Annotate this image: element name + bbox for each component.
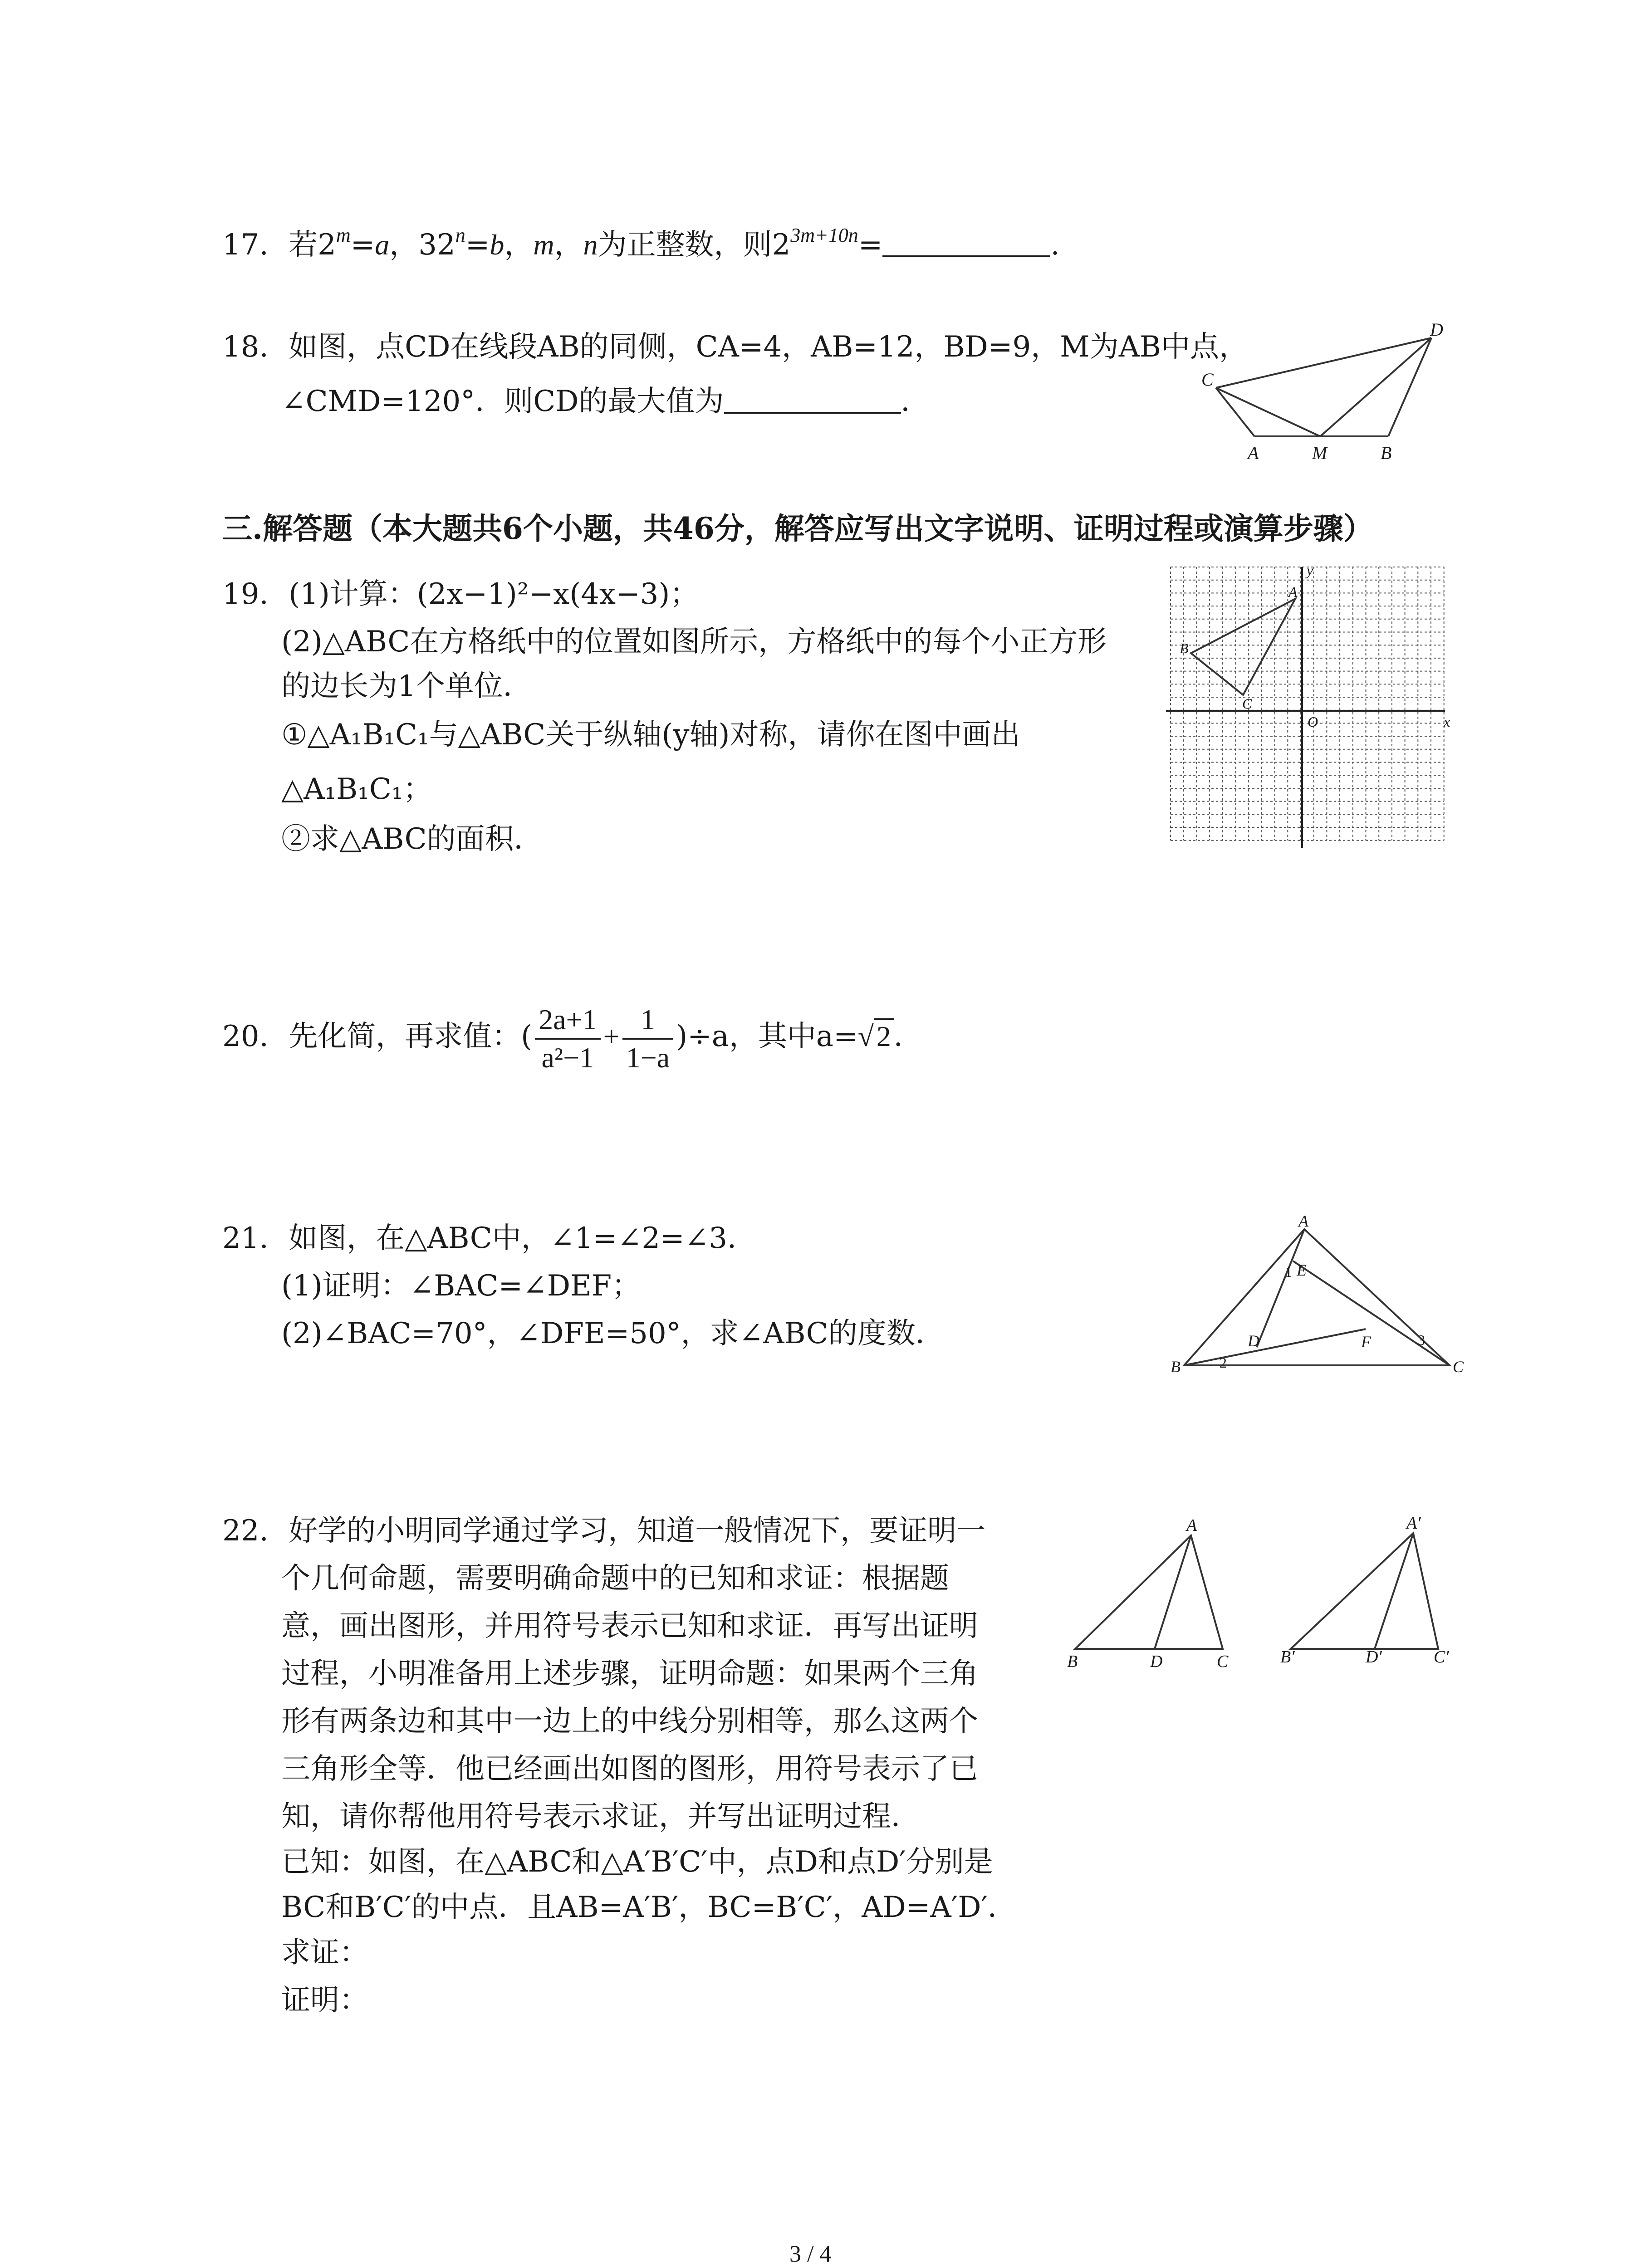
q22-line-9: BC和B′C′的中点．且AB=A′B′，BC=B′C′，AD=A′D′． — [281, 1891, 1017, 1924]
q22-line-4: 过程，小明准备用上述步骤，证明命题：如果两个三角 — [281, 1657, 978, 1691]
q17-sup-m: m — [336, 224, 351, 246]
q22-label-C-prime: C′ — [1434, 1647, 1449, 1667]
triangle-A2B2C2 — [1291, 1533, 1438, 1649]
q22-line-11: 证明： — [281, 1984, 368, 2017]
origin-label: O — [1308, 714, 1318, 730]
q22-line-3: 意，画出图形，并用符号表示已知和求证．再写出证明 — [281, 1609, 978, 1643]
q21-line-2: (1)证明：∠BAC=∠DEF； — [281, 1269, 641, 1303]
q17-var-a: a — [375, 229, 390, 261]
q20-sqrt-value: 2 — [874, 1018, 894, 1052]
section-3-title: 三.解答题（本大题共6个小题，共46分，解答应写出文字说明、证明过程或演算步骤） — [222, 511, 1373, 546]
q18-line-2 — [281, 381, 930, 422]
q17-sup-n: n — [455, 224, 465, 246]
q20-frac2-num: 1 — [622, 1002, 674, 1040]
q19-text-1: (1)计算：(2x−1)²−x(4x−3)； — [289, 577, 699, 611]
q19-line-2: (2)△ABC在方格纸中的位置如图所示，方格纸中的每个小正方形 — [281, 625, 1107, 659]
q19-line-3: 的边长为1个单位． — [281, 670, 532, 703]
q17-number: 17. — [222, 228, 269, 262]
q22-label-B-prime: B′ — [1280, 1647, 1295, 1667]
q22-line-10: 求证： — [281, 1936, 368, 1970]
q19-number: 19. — [222, 577, 269, 611]
q21-number: 21. — [222, 1222, 269, 1255]
q21-label-F: F — [1361, 1333, 1371, 1351]
q20-end: ． — [893, 1020, 923, 1053]
q19-label-A: A — [1288, 584, 1298, 600]
q20-frac1-num: 2a+1 — [535, 1002, 601, 1040]
q18-line-1 — [222, 327, 1248, 367]
q17-text-6: ， — [554, 228, 583, 262]
grid-lines — [1171, 567, 1444, 841]
seg-EC — [1293, 1261, 1450, 1365]
q17-text-3: ，32 — [389, 228, 456, 262]
q22-line-6: 三角形全等．他已经画出如图的图形，用符号表示了已 — [281, 1752, 978, 1786]
q19-line-4: ①△A₁B₁C₁与△ABC关于纵轴(y轴)对称，请你在图中画出 — [281, 718, 1020, 752]
q22-line-2: 个几何命题，需要明确命题中的已知和求证：根据题 — [281, 1562, 949, 1595]
q20-plus: + — [603, 1020, 620, 1052]
q22-label-D-prime: D′ — [1366, 1647, 1382, 1667]
q22-number: 22. — [222, 1514, 269, 1548]
seg-AD — [1257, 1229, 1304, 1347]
q19-grid-figure — [1166, 562, 1456, 853]
q22-label-A-prime: A′ — [1406, 1514, 1421, 1533]
q18-label-D: D — [1430, 319, 1443, 340]
q17-text-8: = — [858, 228, 883, 262]
q18-seg-BD — [1388, 338, 1431, 436]
q22-line-8: 已知：如图，在△ABC和△A′B′C′中，点D和点D′分别是 — [281, 1845, 993, 1879]
q22-label-A: A — [1186, 1516, 1197, 1535]
page-number: 3 / 4 — [789, 2241, 832, 2267]
q18-label-M: M — [1312, 443, 1327, 463]
q17-text-2: = — [350, 228, 375, 262]
q20-text-1: 先化简，再求值：( — [289, 1020, 533, 1053]
q18-answer-blank[interactable] — [724, 412, 901, 414]
q18-figure — [1198, 318, 1452, 463]
q21-label-D: D — [1248, 1332, 1259, 1350]
q17-end: . — [1050, 228, 1060, 262]
q18-label-C: C — [1201, 369, 1214, 390]
q18-seg-CD — [1216, 338, 1431, 388]
q18-seg-MD — [1320, 338, 1431, 436]
q22-figure — [1057, 1510, 1465, 1678]
y-axis-label: y — [1307, 562, 1313, 578]
q20-fraction-2 — [622, 1002, 674, 1076]
q19-line-5: △A₁B₁C₁； — [281, 772, 432, 806]
q18-label-B: B — [1381, 443, 1392, 463]
q22-label-B: B — [1067, 1652, 1078, 1671]
q18-label-A: A — [1248, 443, 1259, 463]
q21-label-C: C — [1453, 1358, 1464, 1376]
q22-line-5: 形有两条边和其中一边上的中线分别相等，那么这两个 — [281, 1705, 978, 1738]
q17-var-b: b — [490, 229, 505, 261]
q17-var-m: m — [533, 229, 554, 261]
q18-end: ． — [901, 385, 930, 418]
q20-line — [222, 998, 923, 1076]
q21-line-3: (2)∠BAC=70°，∠DFE=50°，求∠ABC的度数． — [281, 1317, 945, 1350]
q22-text-1: 好学的小明同学通过学习，知道一般情况下，要证明一 — [289, 1514, 986, 1548]
q17-line — [222, 225, 1060, 265]
q22-line-1 — [222, 1510, 985, 1551]
q20-text-2: )÷a，其中a= — [676, 1020, 858, 1053]
q18-text-1: 如图，点CD在线段AB的同侧，CA=4，AB=12，BD=9，M为AB中点， — [289, 330, 1248, 364]
q21-figure — [1166, 1212, 1465, 1379]
q18-seg-CM — [1216, 388, 1320, 436]
q22-label-C: C — [1217, 1652, 1229, 1671]
q20-number: 20. — [222, 1020, 269, 1053]
q20-frac1-den: a²−1 — [541, 1041, 594, 1074]
q22-label-D: D — [1150, 1652, 1163, 1671]
q21-line-1 — [222, 1218, 756, 1259]
triangle-ABC — [1075, 1535, 1223, 1649]
q19-label-C: C — [1242, 695, 1252, 712]
q21-angle-1: 1 — [1285, 1264, 1292, 1280]
q18-number: 18. — [222, 330, 269, 364]
triangle-ABC — [1191, 599, 1295, 695]
triangle-ABC — [1184, 1229, 1450, 1365]
q17-text-4: = — [465, 228, 490, 262]
q18-text-2: ∠CMD=120°．则CD的最大值为 — [281, 385, 724, 418]
q17-text-5: ， — [504, 228, 534, 262]
q17-var-n: n — [583, 229, 598, 261]
q17-answer-blank[interactable] — [882, 255, 1050, 257]
q21-angle-2: 2 — [1220, 1354, 1227, 1371]
q20-fraction-1 — [535, 1002, 601, 1076]
q18-seg-CA — [1216, 388, 1254, 436]
q17-text-1: 若2 — [289, 228, 336, 262]
q21-angle-3: 3 — [1418, 1332, 1425, 1348]
q22-line-7: 知，请你帮他用符号表示求证，并写出证明过程． — [281, 1800, 920, 1833]
q21-text-1: 如图，在△ABC中，∠1=∠2=∠3． — [289, 1222, 757, 1255]
q17-sup-exp: 3m+10n — [790, 224, 858, 246]
q19-line-6: ②求△ABC的面积． — [281, 822, 543, 856]
q17-text-7: 为正整数，则2 — [598, 228, 791, 262]
x-axis-label: x — [1444, 714, 1450, 730]
q20-frac2-den: 1−a — [626, 1041, 670, 1074]
q21-label-E: E — [1297, 1261, 1307, 1279]
q19-label-B: B — [1180, 640, 1189, 656]
q19-line-1 — [222, 574, 699, 615]
q21-label-B: B — [1171, 1358, 1181, 1376]
q21-label-A: A — [1298, 1212, 1308, 1230]
q20-sqrt: √2 — [858, 998, 894, 1075]
